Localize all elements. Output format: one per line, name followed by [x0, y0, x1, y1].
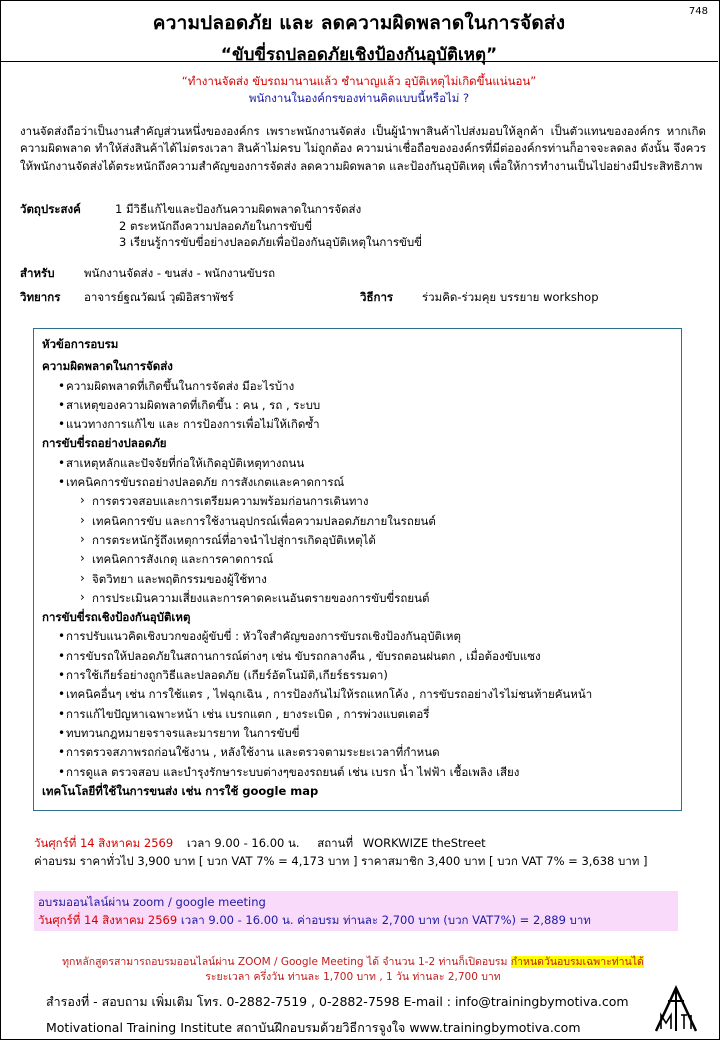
- sub-list-item: › การตระหนักรู้ถึงเหตุการณ์ที่อาจนำไปสู่การเกิดอุบัติเหตุได้: [42, 531, 674, 550]
- sub-list-item: › การประเมินความเสี่ยงและการคาดคะเนอันตรายของการขับขี่รถยนต์: [42, 589, 674, 608]
- page-subtitle: “ขับขี่รถปลอดภัยเชิงป้องกันอุบัติเหตุ”: [220, 45, 498, 65]
- list-item: • ทบทวนกฎหมายจราจรและมารยาท ในการขับขี่: [42, 724, 674, 743]
- list-item: • แนวทางการแก้ไข และ การป้องการเพื่อไม่ให้เกิดซ้ำ: [42, 415, 674, 434]
- list-item: • เทคนิคการขับรถอย่างปลอดภัย การสังเกตและคาดการณ์: [42, 473, 674, 492]
- list-item: • เทคนิคอื่นๆ เช่น การใช้แตร , ไฟฉุกเฉิน , การป้องกันไม่ให้รถแหกโค้ง , การขับรถอย่างไรไม่ชนท้ายคันหน้า: [42, 685, 674, 704]
- sub-list-item: › การตรวจสอบและการเตรียมความพร้อมก่อนการเดินทาง: [42, 492, 674, 511]
- method-label: วิธีการ: [360, 290, 394, 304]
- page-number: 748: [688, 6, 708, 17]
- audience-value: พนักงานจัดส่ง - ขนส่ง - พนักงานขับรถ: [84, 266, 276, 280]
- objective-item: 2 ตระหนักถึงความปลอดภัยในการขับขี่: [119, 218, 313, 233]
- section-title: เทคโนโลยีที่ใช้ในการขนส่ง เช่น การใช้ google map: [42, 783, 319, 798]
- online-note: [36, 955, 670, 985]
- objectives-label: วัตถุประสงค์: [20, 202, 81, 216]
- note-line: ระยะเวลา ครึ่งวัน ท่านละ 1,700 บาท , 1 วัน ท่านละ 2,700 บาท: [205, 971, 501, 983]
- list-item: • สาเหตุหลักและปัจจัยที่ก่อให้เกิดอุบัติเหตุทางถนน: [42, 454, 674, 473]
- fee-line: ค่าอบรม ราคาทั่วไป 3,900 บาท [ บวก VAT 7% = 4,173 บาท ] ราคาสมาชิก 3,400 บาท [ บวก VAT 7% = 3,638 บาท ]: [34, 854, 648, 868]
- instructor-value: อาจารย์ฐณวัฒน์ วุฒิอิสราพัชร์: [84, 290, 234, 304]
- online-date: วันศุกร์ที่ 14 สิงหาคม 2569: [38, 912, 178, 927]
- topics-heading: หัวข้อการอบรม: [42, 337, 119, 351]
- list-item: • การปรับแนวคิดเชิงบวกของผู้ขับขี่ : หัวใจสำคัญของการขับรถเชิงป้องกันอุบัติเหตุ: [42, 627, 674, 646]
- question-line: พนักงานในองค์กรของท่านคิดแบบนี้หรือไม่ ?: [248, 91, 470, 105]
- audience-label: สำหรับ: [20, 266, 55, 280]
- list-item: • การขับรถให้ปลอดภัยในสถานการณ์ต่างๆ เช่น ขับรถกลางคืน , ขับรถตอนฝนตก , เมื่อต้องขับแซง: [42, 647, 674, 666]
- online-title: อบรมออนไลน์ผ่าน zoom / google meeting: [38, 895, 266, 909]
- venue-label: สถานที่: [317, 836, 354, 850]
- list-item: • ความผิดพลาดที่เกิดขึ้นในการจัดส่ง มีอะไรบ้าง: [42, 377, 674, 396]
- header: [0, 0, 718, 65]
- list-item: • การตรวจสภาพรถก่อนใช้งาน , หลังใช้งาน และตรวจตามระยะเวลาที่กำหนด: [42, 743, 674, 762]
- instructor-row: [20, 289, 234, 307]
- audience-row: [20, 265, 275, 283]
- institute-logo-icon: [654, 985, 698, 1033]
- schedule-time: เวลา 9.00 - 16.00 น.: [186, 836, 300, 850]
- sub-list-item: › เทคนิคการสังเกตุ และการคาดการณ์: [42, 550, 674, 569]
- sub-list-item: › จิตวิทยา และพฤติกรรมของผู้ใช้ทาง: [42, 570, 674, 589]
- sub-list-item: › เทคนิคการขับ และการใช้งานอุปกรณ์เพื่อความปลอดภัยภายในรถยนต์: [42, 512, 674, 531]
- instructor-label: วิทยากร: [20, 290, 61, 304]
- method-row: [360, 289, 599, 307]
- venue-value: WORKWIZE theStreet: [362, 836, 486, 850]
- topics-box: [33, 328, 682, 811]
- note-line: ทุกหลักสูตรสามารถอบรมออนไลน์ผ่าน ZOOM / Google Meeting ได้ จำนวน 1-2 ท่านก็เปิดอบรม: [62, 956, 508, 968]
- quote-line: “ทำงานจัดส่ง ขับรถมานานแล้ว ชำนาญแล้ว อุบัติเหตุไม่เกิดขึ้นแน่นอน”: [181, 74, 537, 88]
- objectives-list: [115, 201, 422, 251]
- objective-item: 1 มีวิธีแก้ไขและป้องกันความผิดพลาดในการจัดส่ง: [115, 202, 362, 216]
- section-title: ความผิดพลาดในการจัดส่ง: [42, 359, 173, 374]
- list-item: • สาเหตุของความผิดพลาดที่เกิดขึ้น : คน , รถ , ระบบ: [42, 396, 674, 415]
- section-title: การขับขี่รถเชิงป้องกันอุบัติเหตุ: [42, 610, 191, 625]
- list-item: • การใช้เกียร์อย่างถูกวิธีและปลอดภัย (เกียร์อัตโนมัติ,เกียร์ธรรมดา): [42, 666, 674, 685]
- institute-line: Motivational Training Institute สถาบันฝึกอบรมด้วยวิธีการจูงใจ www.trainingbymotiva.com: [46, 1020, 581, 1035]
- schedule: [34, 834, 648, 870]
- online-detail: เวลา 9.00 - 16.00 น. ค่าอบรม ท่านละ 2,700 บาท (บวก VAT7%) = 2,889 บาท: [180, 912, 591, 927]
- list-item: • การดูแล ตรวจสอบ และบำรุงรักษาระบบต่างๆของรถยนต์ เช่น เบรก น้ำ ไฟฟ้า เชื้อเพลิง เสียง: [42, 763, 674, 782]
- section-title: การขับขี่รถอย่างปลอดภัย: [42, 436, 167, 451]
- method-value: ร่วมคิด-ร่วมคุย บรรยาย workshop: [422, 290, 599, 304]
- quote-block: [0, 73, 718, 107]
- list-item: • การแก้ไขปัญหาเฉพาะหน้า เช่น เบรกแตก , ยางระเบิด , การพ่วงแบตเตอรี่: [42, 705, 674, 724]
- online-box: [34, 891, 678, 931]
- schedule-date: วันศุกร์ที่ 14 สิงหาคม 2569: [34, 836, 174, 850]
- intro-paragraph: งานจัดส่งถือว่าเป็นงานสำคัญส่วนหนึ่งขององค์กร เพราะพนักงานจัดส่ง เป็นผู้นำพาสินค้าไปส่งมอบให้ลูกค้า เป็นตัวแทนขององค์กร หากเกิดความผิดพลาด ทำให้ส่งสินค้าได้ไม่ตรงเวลา สินค้าไม่ครบ ไม่ถูกต้อง ความน่าเชื่อถือขององค์กรที่มีต่อองค์กรท่านก็อาจจะลดลง ดังนั้น จึงควรให้พนักงานจัดส่งได้ตระหนักถึงความสำคัญของการจัดส่ง ลดความผิดพลาด และป้องกันอุบัติเหตุ เพื่อให้การทำงานเป็นไปอย่างมีประสิทธิภาพ: [20, 124, 706, 173]
- note-highlight: กำหนดวันอบรมเฉพาะท่านได้: [510, 956, 644, 968]
- page-title: ความปลอดภัย และ ลดความผิดพลาดในการจัดส่ง: [152, 12, 566, 34]
- objective-item: 3 เรียนรู้การขับขี่อย่างปลอดภัยเพื่อป้องกันอุบัติเหตุในการขับขี่: [119, 235, 423, 249]
- contact-line: สำรองที่ - สอบถาม เพิ่มเติม โทร. 0-2882-7519 , 0-2882-7598 E-mail : info@trainingbymotiva.com: [46, 994, 629, 1009]
